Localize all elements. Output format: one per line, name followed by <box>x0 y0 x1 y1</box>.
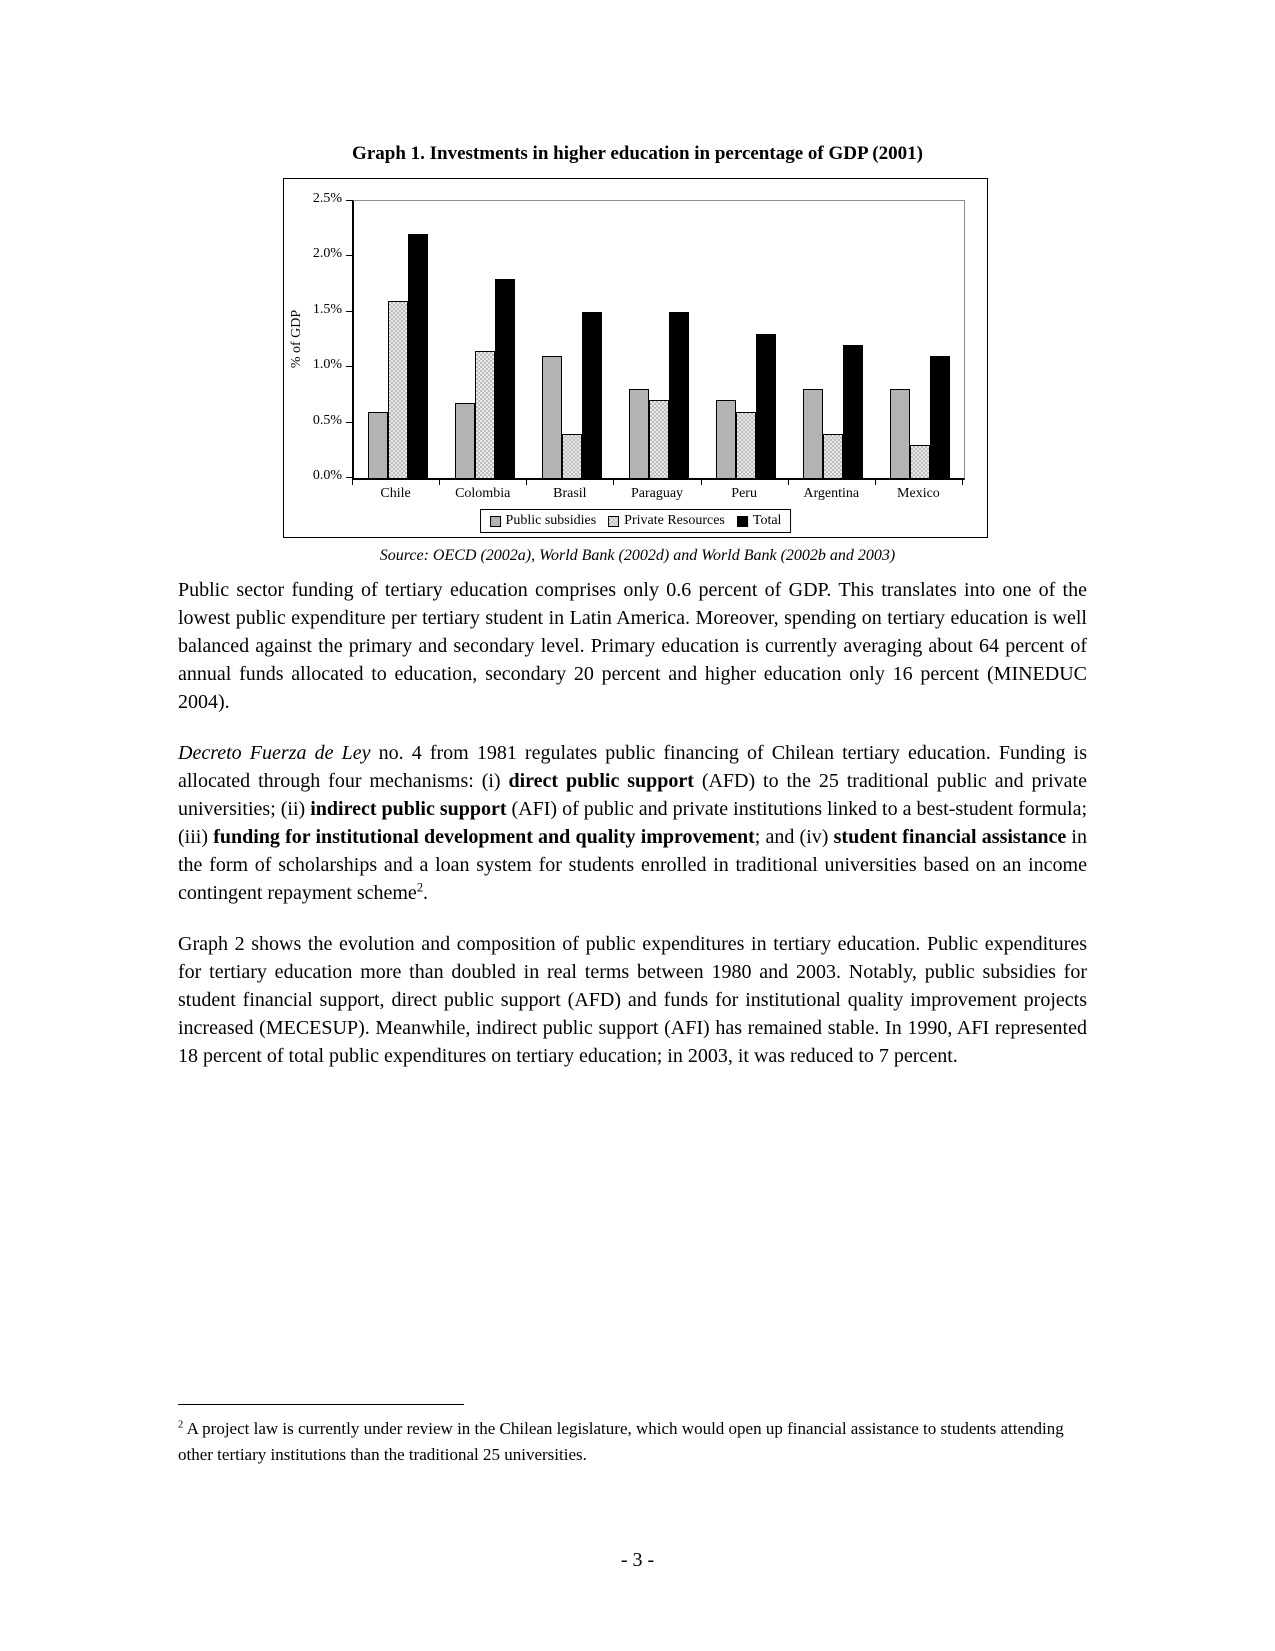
x-category-label: Mexico <box>897 486 940 501</box>
y-tick-mark <box>346 200 353 201</box>
y-tick-mark <box>346 311 353 312</box>
text-run: . <box>423 882 429 904</box>
x-category-label: Peru <box>731 486 757 501</box>
legend-swatch <box>490 516 501 527</box>
paragraph-3 <box>178 930 1087 1070</box>
bar-private-resources-peru <box>736 412 756 478</box>
text-run: 2 <box>416 880 424 895</box>
bar-private-resources-colombia <box>475 351 495 478</box>
bar-public-subsidies-argentina <box>803 389 823 478</box>
text-run: ; and (iv) <box>754 826 834 848</box>
bar-private-resources-brasil <box>562 434 582 478</box>
bar-public-subsidies-mexico <box>890 389 910 478</box>
y-axis-label: % of GDP <box>289 309 304 368</box>
bar-total-peru <box>756 334 776 478</box>
bar-private-resources-chile <box>388 301 408 478</box>
text-run: (AFI) of public and private institutions linked to a best-student formula; (iii) <box>178 798 1087 848</box>
text-run: Graph 2 shows the evolution and composition of public expenditures in tertiary education. Public expenditures for tertiary education more than doubled in real terms between 1980 and 2003. Notably, public subsidies for student financial support, direct public support (AFD) and funds for institutional quality improvement projects increased (MECESUP). Meanwhile, indirect public support (AFI) has remained stable. In 1990, AFI represented 18 percent of total public expenditures on tertiary education; in 2003, it was reduced to 7 percent. <box>178 933 1087 1067</box>
footnote-block <box>178 1404 1087 1468</box>
x-tick-mark <box>352 479 353 485</box>
paragraph-2 <box>178 739 1087 907</box>
y-tick-label: 1.0% <box>312 357 342 372</box>
chart-title: Graph 1. Investments in higher education in percentage of GDP (2001) <box>352 143 923 164</box>
legend-swatch <box>737 516 748 527</box>
y-tick-label: 0.5% <box>312 413 342 428</box>
y-tick-mark <box>346 477 353 478</box>
chart <box>283 178 988 538</box>
text-run: indirect public support <box>310 798 507 820</box>
x-tick-mark <box>962 479 963 485</box>
text-run: in the form of scholarships and a loan system for students enrolled in traditional universities based on an income contingent repayment scheme <box>178 826 1087 904</box>
footnote-separator <box>178 1404 464 1405</box>
y-tick-label: 1.5% <box>312 302 342 317</box>
bar-private-resources-argentina <box>823 434 843 478</box>
bar-total-mexico <box>930 356 950 478</box>
chart-source: Source: OECD (2002a), World Bank (2002d) and World Bank (2002b and 2003) <box>379 547 896 564</box>
y-tick-label: 2.0% <box>312 246 342 261</box>
bar-private-resources-paraguay <box>649 400 669 478</box>
y-tick-mark <box>346 255 353 256</box>
x-tick-mark <box>526 479 527 485</box>
x-tick-mark <box>788 479 789 485</box>
bar-total-colombia <box>495 279 515 478</box>
footnote <box>178 1416 1087 1468</box>
bar-total-chile <box>408 234 428 478</box>
x-category-label: Paraguay <box>630 486 684 501</box>
y-tick-mark <box>346 366 353 367</box>
y-tick-label: 0.0% <box>312 468 342 483</box>
x-tick-mark <box>439 479 440 485</box>
legend-item-private-resources <box>608 513 725 529</box>
footnote-marker: 2 <box>178 1419 184 1431</box>
bar-total-argentina <box>843 345 863 478</box>
legend-label: Private Resources <box>624 513 725 528</box>
y-tick-mark <box>346 422 353 423</box>
bar-public-subsidies-brasil <box>542 356 562 478</box>
text-run: no. 4 from 1981 regulates public financing of Chilean tertiary education. Funding is allocated through four mechanisms: (i) <box>178 742 1087 792</box>
y-tick-label: 2.5% <box>312 191 342 206</box>
paragraph-1 <box>178 576 1087 716</box>
bar-total-paraguay <box>669 312 689 478</box>
text-run: Decreto Fuerza de Ley <box>178 742 371 764</box>
footnote-body: A project law is currently under review in the Chilean legislature, which would open up financial assistance to students attending other tertiary institutions than the traditional 25 universities. <box>178 1419 1064 1464</box>
bar-public-subsidies-paraguay <box>629 389 649 478</box>
x-category-label: Brasil <box>553 486 587 501</box>
text-run: student financial assistance <box>833 826 1067 848</box>
page-number: - 3 - <box>620 1549 655 1571</box>
legend-swatch <box>608 516 619 527</box>
x-tick-mark <box>613 479 614 485</box>
x-tick-mark <box>701 479 702 485</box>
body-text <box>178 576 1087 1093</box>
bar-private-resources-mexico <box>910 445 930 478</box>
text-run: (AFD) to the 25 traditional public and private universities; (ii) <box>178 770 1087 820</box>
bar-total-brasil <box>582 312 602 478</box>
x-category-label: Argentina <box>803 486 860 501</box>
text-run: funding for institutional development and quality improvement <box>213 826 755 848</box>
legend-item-public-subsidies <box>490 513 597 529</box>
text-run: Public sector funding of tertiary education comprises only 0.6 percent of GDP. This translates into one of the lowest public expenditure per tertiary student in Latin America. Moreover, spending on tertiary education is well balanced against the primary and secondary level. Primary education is currently averaging about 64 percent of annual funds allocated to education, secondary 20 percent and higher education only 16 percent (MINEDUC 2004). <box>178 579 1087 713</box>
x-category-label: Chile <box>380 486 411 501</box>
bar-public-subsidies-colombia <box>455 403 475 478</box>
x-tick-mark <box>875 479 876 485</box>
plot-area <box>352 200 965 480</box>
legend-label: Total <box>752 513 782 528</box>
text-run: direct public support <box>508 770 694 792</box>
legend-label: Public subsidies <box>505 513 597 528</box>
x-category-label: Colombia <box>455 486 511 501</box>
chart-legend <box>480 509 792 533</box>
bar-public-subsidies-peru <box>716 400 736 478</box>
bar-public-subsidies-chile <box>368 412 388 478</box>
legend-item-total <box>737 513 782 529</box>
